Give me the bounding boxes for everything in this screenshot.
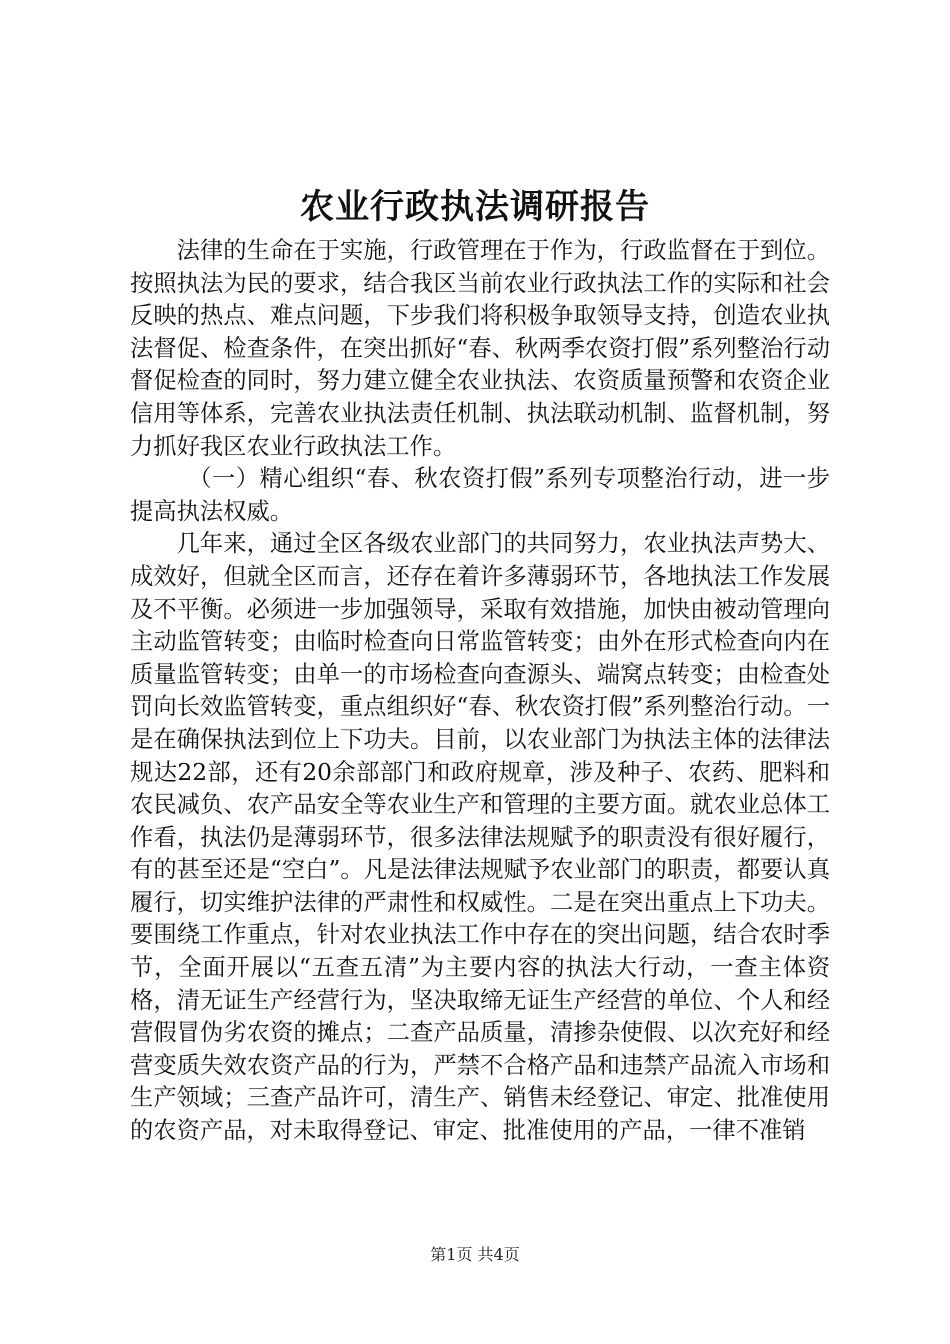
document-body [130, 235, 830, 1148]
paragraph-section-1-body: 几年来，通过全区各级农业部门的共同努力，农业执法声势大、成效好，但就全区而言，还存在着许多薄弱环节，各地执法工作发展及不平衡。必须进一步加强领导，采取有效措施，加快由被动管理向主动监管转变；由临时检查向日常监管转变；由外在形式检查向内在质量监管转变；由单一的市场检查向查源头、端窝点转变；由检查处罚向长效监管转变，重点组织好“春、秋农资打假”系列整治行动。一是在确保执法到位上下功夫。目前，以农业部门为执法主体的法律法规达22部，还有20余部部门和政府规章，涉及种子、农药、肥料和农民减负、农产品安全等农业生产和管理的主要方面。就农业总体工作看，执法仍是薄弱环节，很多法律法规赋予的职责没有很好履行，有的甚至还是“空白”。凡是法律法规赋予农业部门的职责，都要认真履行，切实维护法律的严肃性和权威性。二是在突出重点上下功夫。要围绕工作重点，针对农业执法工作中存在的突出问题，结合农时季节，全面开展以“五查五清”为主要内容的执法大行动，一查主体资格，清无证生产经营行为，坚决取缔无证生产经营的单位、个人和经营假冒伪劣农资的摊点；二查产品质量，清掺杂使假、以次充好和经营变质失效农资产品的行为，严禁不合格产品和违禁产品流入市场和生产领域；三查产品许可，清生产、销售未经登记、审定、批准使用的农资产品，对未取得登记、审定、批准使用的产品，一律不准销 [130, 530, 830, 1145]
document-title: 农业行政执法调研报告 [300, 187, 650, 227]
section-heading-1: （一）精心组织“春、秋农资打假”系列专项整治行动，进一步提高执法权威。 [130, 465, 830, 525]
page-footer: 第1页 共4页 [430, 1245, 520, 1264]
paragraph-intro: 法律的生命在于实施，行政管理在于作为，行政监督在于到位。按照执法为民的要求，结合我区当前农业行政执法工作的实际和社会反映的热点、难点问题，下步我们将积极争取领导支持，创造农业执法督促、检查条件，在突出抓好“春、秋两季农资打假”系列整治行动督促检查的同时，努力建立健全农业执法、农资质量预警和农资企业信用等体系，完善农业执法责任机制、执法联动机制、监督机制，努力抓好我区农业行政执法工作。 [130, 237, 830, 460]
